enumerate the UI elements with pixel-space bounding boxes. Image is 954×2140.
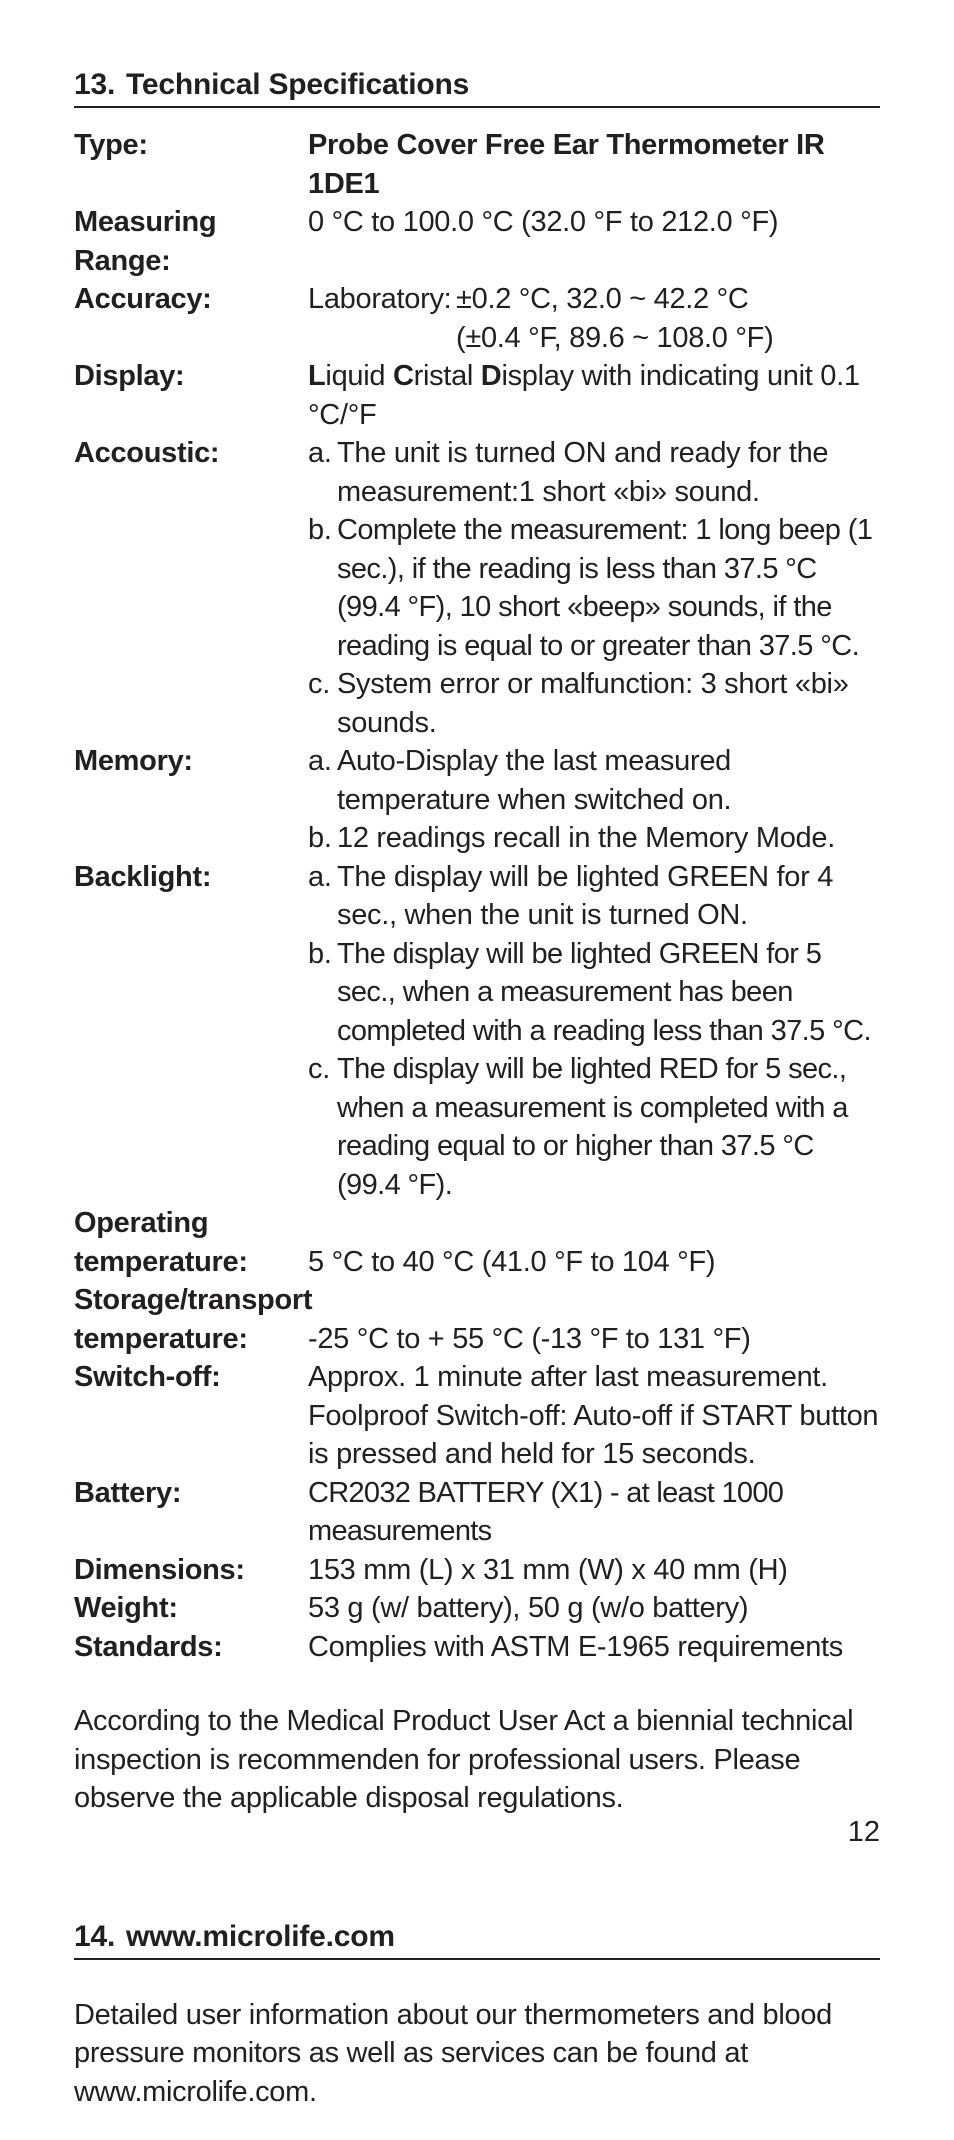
list-item [308, 742, 880, 819]
list-marker: b. [308, 937, 332, 970]
list-item [308, 858, 880, 935]
spec-label: Switch-off: [74, 1361, 221, 1393]
spec-row-accoustic [74, 434, 880, 742]
spec-row-battery [74, 1474, 880, 1551]
spec-row-weight [74, 1589, 880, 1628]
spec-label: Dimensions: [74, 1553, 245, 1586]
list-marker: a. [308, 860, 332, 893]
spec-row-measuring-range [74, 203, 880, 280]
spec-label: Battery: [74, 1476, 182, 1509]
spec-label: Display: [74, 360, 185, 392]
list-marker: c. [308, 1053, 330, 1085]
list-text: The unit is turned ON and ready for the measurement:1 short «bi» sound. [337, 437, 829, 508]
spec-label: Accuracy: [74, 283, 212, 315]
section-13-heading [74, 66, 880, 108]
manual-page [74, 66, 880, 2140]
spec-row-display [74, 357, 880, 434]
list-marker: a. [308, 745, 332, 777]
display-initial-c: C [392, 360, 414, 392]
list-text: Auto-Display the last measured temperature when switched on. [337, 745, 732, 816]
spec-value: 5 °C to 40 °C (41.0 °F to 104 °F) [308, 1245, 716, 1278]
accuracy-sub-label: Laboratory: [308, 283, 452, 315]
list-text: The display will be lighted RED for 5 sec., when a measurement is completed with a reading equal to or higher than 37.5 °C (99.4 °F). [337, 1053, 848, 1201]
spec-row-switch-off [74, 1358, 880, 1474]
spec-row-accuracy [74, 280, 880, 357]
list-text: The display will be lighted GREEN for 5 sec., when a measurement has been completed with a reading less than 37.5 °C. [337, 937, 871, 1047]
spec-label: Standards: [74, 1630, 223, 1663]
spec-value [308, 434, 880, 742]
list-text: System error or malfunction: 3 short «bi» sounds. [337, 668, 849, 739]
spec-value [308, 858, 880, 1205]
spec-value: -25 °C to + 55 °C (-13 °F to 131 °F) [308, 1322, 751, 1355]
spec-value [308, 742, 880, 858]
spec-row-type [74, 126, 880, 203]
spec-row-operating-temperature [74, 1204, 880, 1281]
spec-row-backlight [74, 858, 880, 1205]
list-marker: b. [308, 822, 332, 854]
spec-label: Type: [74, 129, 148, 161]
display-initial-l: L [308, 360, 326, 392]
list-text: Complete the measurement: 1 long beep (1 sec.), if the reading is less than 37.5 °C (99.4 °F), 10 short «beep» sounds, if the reading is equal to or greater than 37.5 °C. [337, 514, 873, 662]
page-number: 12 [847, 1816, 880, 1848]
spec-value: 53 g (w/ battery), 50 g (w/o battery) [308, 1592, 749, 1624]
type-value: Probe Cover Free Ear Thermometer IR 1DE1 [308, 129, 825, 200]
list-item [308, 1050, 880, 1204]
section-14-heading [74, 1918, 880, 1960]
spec-label: Backlight: [74, 860, 212, 893]
display-text: ristal [413, 360, 481, 392]
spec-label: Storage/transport temperature: [74, 1284, 313, 1355]
spec-value: CR2032 BATTERY (X1) - at least 1000 measurements [308, 1476, 784, 1547]
spec-row-standards [74, 1628, 880, 1667]
list-text: The display will be lighted GREEN for 4 sec., when the unit is turned ON. [337, 860, 834, 931]
list-item [308, 935, 880, 1051]
display-text: isplay with indicating unit 0.1 °C/°F [308, 360, 860, 431]
accuracy-fahrenheit: (±0.4 °F, 89.6 ~ 108.0 °F) [456, 321, 774, 354]
spec-row-memory [74, 742, 880, 858]
section-13-title: Technical Specifications [126, 68, 470, 101]
spec-value [308, 357, 880, 434]
spec-value [308, 280, 880, 357]
list-item [308, 511, 880, 665]
spec-label: Measuring Range: [74, 206, 217, 277]
display-text: iquid [325, 360, 393, 392]
list-item [308, 819, 880, 858]
inspection-note: According to the Medical Product User Act a biennial technical inspection is recommenden for professional users. Please observe the applicable disposal regulations. [74, 1705, 854, 1814]
spec-value: 0 °C to 100.0 °C (32.0 °F to 212.0 °F) [308, 206, 779, 238]
list-item [308, 665, 880, 742]
spec-row-dimensions [74, 1551, 880, 1590]
list-marker: a. [308, 437, 332, 469]
spec-label: Memory: [74, 745, 193, 777]
section-14-number: 14. [74, 1919, 116, 1953]
spec-row-storage-temperature [74, 1281, 880, 1358]
accuracy-values [456, 280, 773, 357]
spec-value [308, 126, 880, 203]
spec-value: 153 mm (L) x 31 mm (W) x 40 mm (H) [308, 1553, 788, 1586]
list-text: 12 readings recall in the Memory Mode. [337, 822, 835, 854]
accuracy-block [308, 280, 880, 357]
spec-value: Complies with ASTM E-1965 requirements [308, 1630, 843, 1663]
spec-label: Operating temperature: [74, 1207, 248, 1278]
list-marker: c. [308, 668, 330, 700]
spec-table [74, 126, 880, 1666]
list-item [308, 434, 880, 511]
spec-label: Weight: [74, 1592, 178, 1624]
accuracy-celsius: ±0.2 °C, 32.0 ~ 42.2 °C [456, 283, 749, 315]
spec-value: Approx. 1 minute after last measurement. Foolproof Switch-off: Auto-off if START button is pressed and held for 15 seconds. [308, 1361, 879, 1470]
section-14-title: www.microlife.com [126, 1919, 395, 1953]
microlife-info: Detailed user information about our thermometers and blood pressure monitors as well as services can be found at www.microlife.com. [74, 1998, 832, 2108]
display-initial-d: D [480, 360, 502, 392]
spec-label: Accoustic: [74, 437, 220, 469]
section-13-number: 13. [74, 68, 116, 101]
list-marker: b. [308, 514, 332, 546]
